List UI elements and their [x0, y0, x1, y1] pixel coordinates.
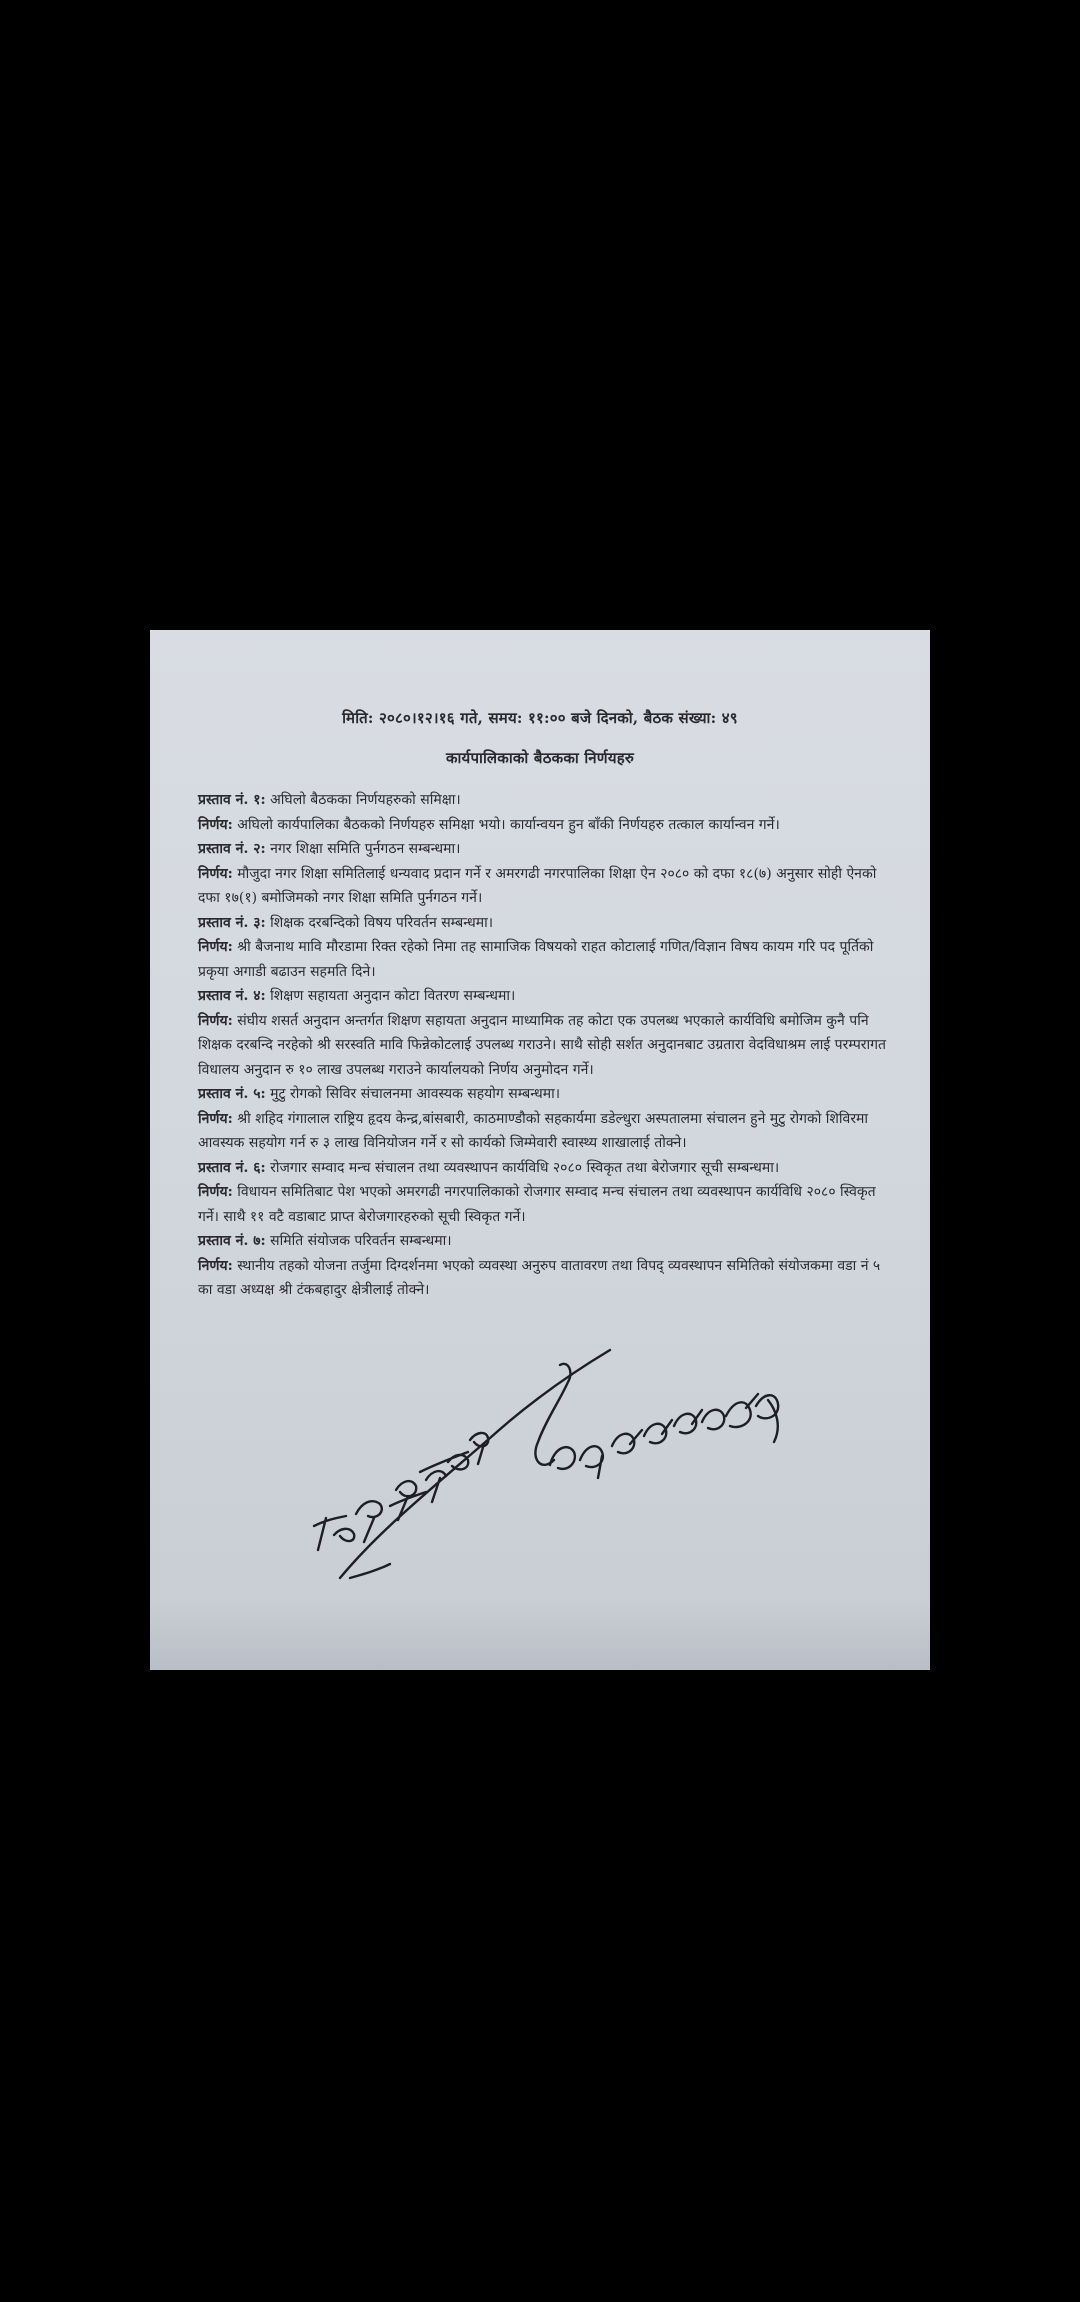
- decision-3-text: श्री बैजनाथ मावि मौरडामा रिक्त रहेको निमा तह सामाजिक विषयको राहत कोटालाई गणित/विज्ञान विषय कायम गरि पद पूर्तिको प्रकृया अगाडी बढाउन सहमति दिने।: [198, 939, 874, 980]
- signature-right: [535, 1364, 778, 1478]
- proposal-6-label: प्रस्ताव नं. ६:: [198, 1159, 266, 1176]
- signature-left: [314, 1350, 610, 1578]
- decision-1-text: अघिलो कार्यपालिका बैठकको निर्णयहरु समिक्षा भयो। कार्यान्वयन हुन बाँकी निर्णयहरु तत्काल कार्यान्वन गर्ने।: [232, 816, 780, 833]
- proposal-2-label: प्रस्ताव नं. २:: [198, 841, 266, 857]
- proposal-7-text: समिति संयोजक परिवर्तन सम्बन्धमा।: [265, 1233, 452, 1249]
- proposal-5-label: प्रस्ताव नं. ५:: [198, 1086, 266, 1102]
- proposal-6: [198, 1156, 890, 1181]
- decision-7-text: स्थानीय तहको योजना तर्जुमा दिग्दर्शनमा भएको व्यवस्था अनुरुप वातावरण तथा विपद् व्यवस्थापन समितिको संयोजकमा वडा नं ५ का वडा अध्यक्ष श्री टंकबहादुर क्षेत्रीलाई तोक्ने।: [198, 1257, 881, 1298]
- proposal-2-text: नगर शिक्षा समिति पुर्नगठन सम्बन्धमा।: [265, 841, 461, 857]
- proposal-1-label: प्रस्ताव नं. १:: [198, 792, 266, 808]
- proposal-3-label: प्रस्ताव नं. ३:: [198, 914, 266, 931]
- proposal-6-text: रोजगार सम्वाद मन्च संचालन तथा व्यवस्थापन कार्यविधि २०८० स्विकृत तथा बेरोजगार सूची सम्बन्धमा।: [265, 1159, 780, 1176]
- proposal-7: [198, 1229, 890, 1254]
- decision-3-label: निर्णय:: [198, 939, 233, 955]
- document-title: कार्यपालिकाको बैठकका निर्णयहरु: [445, 749, 635, 767]
- decision-1-label: निर्णय:: [198, 816, 233, 833]
- decision-7-label: निर्णय:: [198, 1257, 233, 1274]
- decision-2: [198, 862, 890, 911]
- decision-1: [198, 813, 890, 838]
- meeting-meta: मिति: २०८०।१२।१६ गते, समय: ११:०० बजे दिनको, बैठक संख्या: ४९: [342, 709, 738, 727]
- decision-5-text: श्री शहिद गंगालाल राष्ट्रिय हृदय केन्द्र,बांसबारी, काठमाण्डौको सहकार्यमा डडेल्धुरा अस्पतालमा संचालन हुने मुटु रोगको शिविरमा आवस्यक सहयोग गर्न रु ३ लाख विनियोजन गर्ने र सो कार्यको जिम्मेवारी स्वास्थ्य शाखालाई तोक्ने।: [198, 1110, 869, 1151]
- decision-5: [198, 1107, 890, 1156]
- decision-2-label: निर्णय:: [198, 865, 233, 882]
- decision-6-text: विधायन समितिबाट पेश भएको अमरगढी नगरपालिकाको रोजगार सम्वाद मन्च संचालन तथा व्यवस्थापन कार्यविधि २०८० स्विकृत गर्ने। साथै ११ वटै वडाबाट प्राप्त बेरोजगारहरुको सूची स्विकृत गर्ने।: [198, 1184, 876, 1225]
- proposal-4: [198, 984, 890, 1009]
- proposal-4-text: शिक्षण सहायता अनुदान कोटा वितरण सम्बन्धमा।: [265, 988, 516, 1004]
- decision-6-label: निर्णय:: [198, 1184, 233, 1200]
- decision-2-text: मौजुदा नगर शिक्षा समितिलाई धन्यवाद प्रदान गर्ने र अमरगढी नगरपालिका शिक्षा ऐन २०८० को दफा १८(७) अनुसार सोही ऐनको दफा १७(१) बमोजिमको नगर शिक्षा समिति पुर्नगठन गर्ने।: [198, 865, 877, 906]
- proposal-1-text: अघिलो बैठकका निर्णयहरुको समिक्षा।: [265, 792, 461, 808]
- proposal-7-label: प्रस्ताव नं. ७:: [198, 1233, 266, 1249]
- decision-5-label: निर्णय:: [198, 1110, 233, 1127]
- decision-3: [198, 935, 890, 984]
- decision-4-label: निर्णय:: [198, 1012, 233, 1029]
- decisions-body: [198, 788, 890, 1303]
- proposal-4-label: प्रस्ताव नं. ४:: [198, 988, 266, 1004]
- proposal-2: [198, 837, 890, 862]
- proposal-3: [198, 911, 890, 936]
- decision-4: [198, 1009, 890, 1083]
- proposal-3-text: शिक्षक दरबन्दिको विषय परिवर्तन सम्बन्धमा।: [265, 914, 494, 931]
- decision-7: [198, 1254, 890, 1303]
- proposal-5: [198, 1082, 890, 1107]
- decision-4-text: संघीय शसर्त अनुदान अन्तर्गत शिक्षण सहायता अनुदान माध्यामिक तह कोटा एक उपलब्ध भएकाले कार्यविधि बमोजिम कुनै पनि शिक्षक दरबन्दि नरहेको श्री सरस्वति मावि फिन्नेकोटलाई उपलब्ध गराउने। साथै सोही सर्शत अनुदानबाट उग्रतारा वेदविधाश्रम लाई परम्परागत विधालय अनुदान रु १० लाख उपलब्ध गराउने कार्यालयको निर्णय अनुमोदन गर्ने।: [198, 1012, 886, 1078]
- document-page: [150, 630, 930, 1670]
- proposal-1: [198, 788, 890, 813]
- proposal-5-text: मुटु रोगको सिविर संचालनमा आवस्यक सहयोग सम्बन्धमा।: [265, 1086, 561, 1102]
- decision-6: [198, 1180, 890, 1229]
